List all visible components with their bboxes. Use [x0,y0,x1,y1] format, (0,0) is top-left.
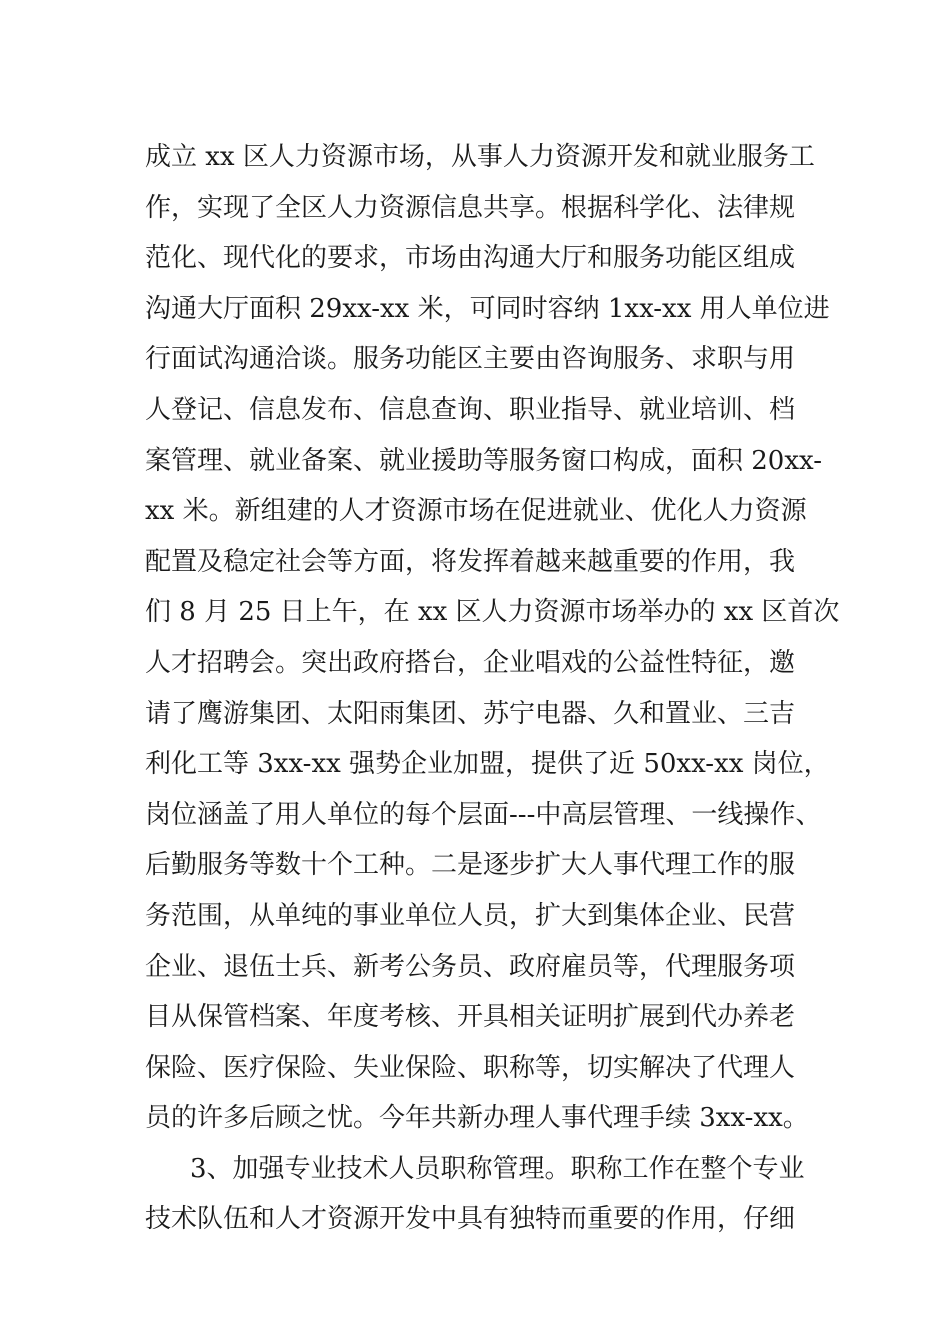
text-line: 成立 xx 区人力资源市场，从事人力资源开发和就业服务工 [145,142,815,172]
text-line: 案管理、就业备案、就业援助等服务窗口构成，面积 20xx- [145,445,823,476]
text-line: 作，实现了全区人力资源信息共享。根据科学化、法律规 [145,192,796,223]
text-line: 范化、现代化的要求，市场由沟通大厅和服务功能区组成 [145,243,796,274]
text-line: 人才招聘会。突出政府搭台，企业唱戏的公益性特征，邀 [145,647,796,678]
text-line: 技术队伍和人才资源开发中具有独特而重要的作用，仔细 [145,1204,796,1235]
text-line: 请了鹰游集团、太阳雨集团、苏宁电器、久和置业、三吉 [145,698,796,729]
body-text [145,132,840,1245]
text-line: 岗位涵盖了用人单位的每个层面---中高层管理、一线操作、 [145,799,822,830]
text-line: 员的许多后顾之忧。今年共新办理人事代理手续 3xx-xx。 [145,1103,809,1134]
text-line: 沟通大厅面积 29xx-xx 米，可同时容纳 1xx-xx 用人单位进 [145,293,830,324]
text-line: 目从保管档案、年度考核、开具相关证明扩展到代办养老 [145,1002,796,1033]
text-line: 保险、医疗保险、失业保险、职称等，切实解决了代理人 [145,1052,796,1083]
text-line: 企业、退伍士兵、新考公务员、政府雇员等，代理服务项 [145,951,796,982]
text-line: 人登记、信息发布、信息查询、职业指导、就业培训、档 [145,394,796,425]
text-line: 务范围，从单纯的事业单位人员，扩大到集体企业、民营 [145,900,796,931]
text-line: 配置及稳定社会等方面，将发挥着越来越重要的作用，我 [145,546,796,577]
text-line: 行面试沟通洽谈。服务功能区主要由咨询服务、求职与用 [145,344,796,375]
text-line: xx 米。新组建的人才资源市场在促进就业、优化人力资源 [145,496,807,527]
text-line: 们 8 月 25 日上午，在 xx 区人力资源市场举办的 xx 区首次 [145,597,840,628]
text-line: 后勤服务等数十个工种。二是逐步扩大人事代理工作的服 [145,850,796,881]
paragraph-start-line: 3、加强专业技术人员职称管理。职称工作在整个专业 [190,1153,805,1184]
text-line: 利化工等 3xx-xx 强势企业加盟，提供了近 50xx-xx 岗位， [145,749,830,780]
